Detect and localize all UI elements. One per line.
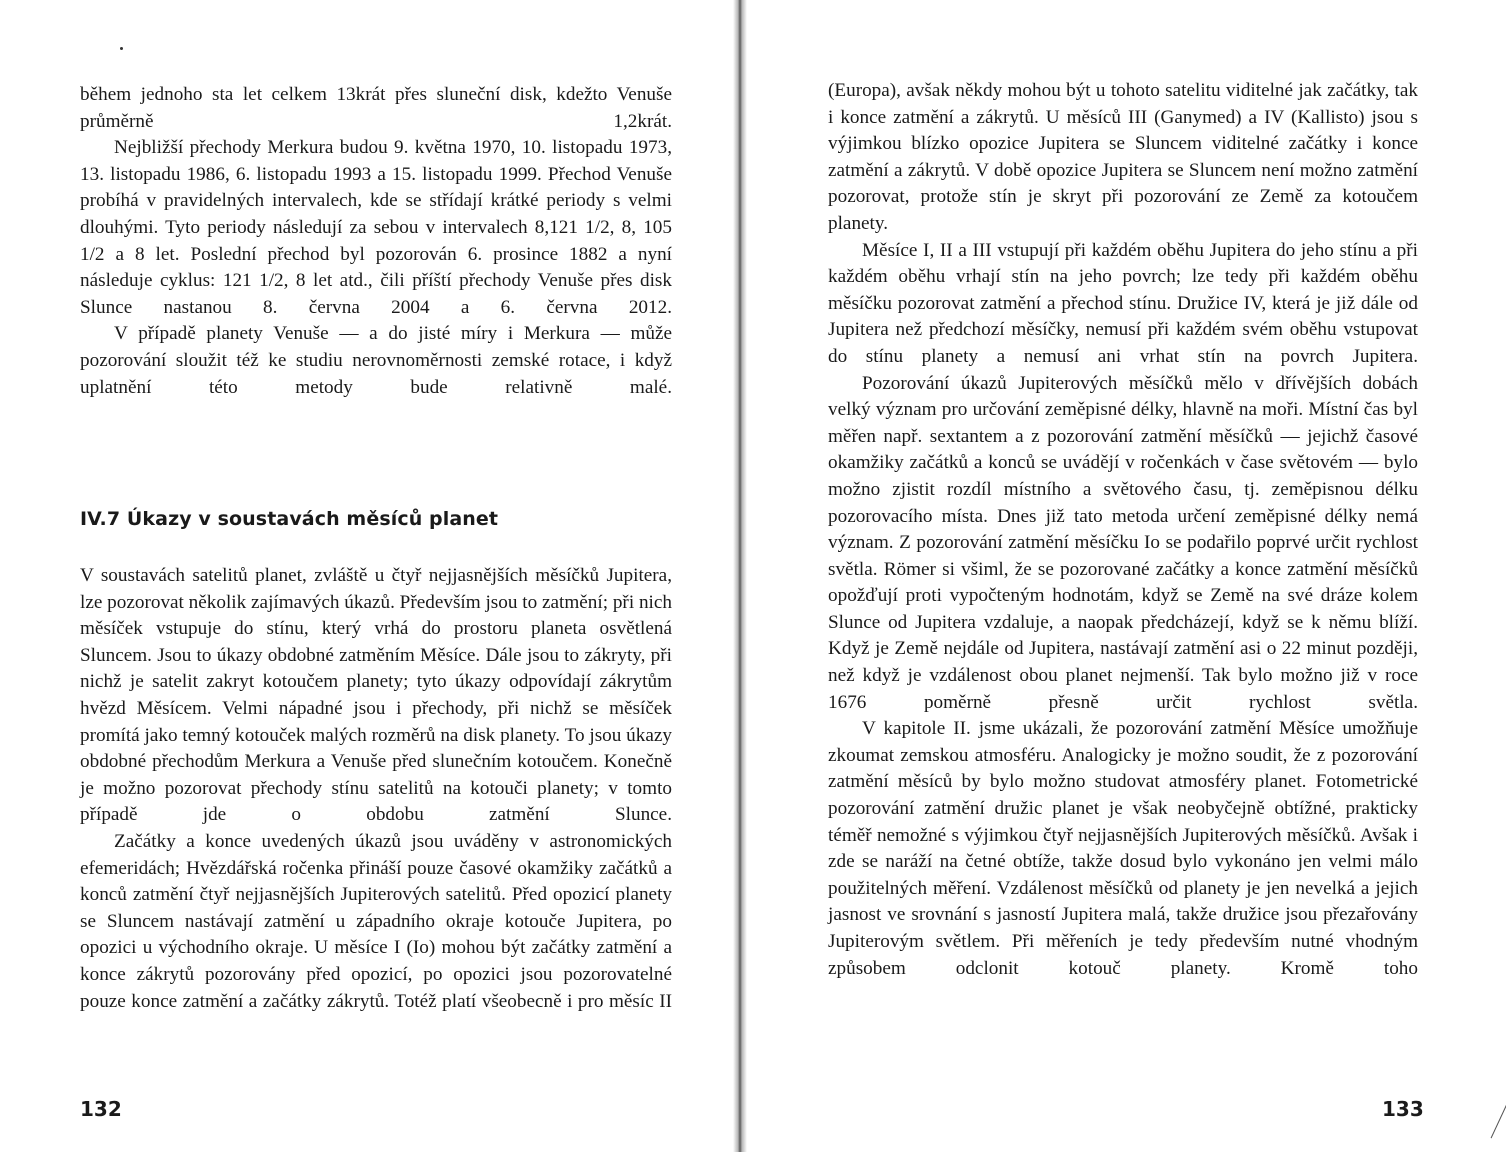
paragraph: (Europa), avšak někdy mohou být u tohoto satelitu viditelné jak začátky, tak i konce zatmění a zákrytů. U měsíců III (Ganymed) a IV (Kallisto) jsou s výjimkou blízko opozice Jupitera se Sluncem viditelné začátky i konce zatmění a zákrytů. V době opozice Jupitera se Sluncem není možno zatmění pozorovat, protože stín je skryt při pozorování ze Země za kotoučem planety. xyxy=(828,80,1418,234)
page-number: 133 xyxy=(1382,1097,1424,1121)
scan-speck xyxy=(120,47,123,50)
right-body-text xyxy=(828,78,1418,982)
left-page xyxy=(0,0,740,1152)
paragraph: Měsíce I, II a III vstupují při každém oběhu Jupitera do jeho stínu a při každém oběhu vrhají stín na jeho povrch; lze tedy při každém oběhu měsíčku pozorovat zatmění a přechod stínu. Družice IV, která je již dále od Jupitera než předchozí měsíčky, nemusí při každém svém oběhu vstupovat do stínu planety a nemusí ani vrhat stín na povrch Jupitera. xyxy=(828,239,1418,367)
paragraph: Nejbližší přechody Merkura budou 9. května 1970, 10. listopadu 1973, 13. listopadu 1986, 6. listopadu 1993 a 15. listopadu 1999. Přechod Venuše probíhá v pravidelných intervalech, kde se střídají krátké periody s velmi dlouhými. Tyto periody následují za sebou v intervalech 8,121 1/2, 8, 105 1/2 a 8 let. Poslední přechod byl pozorován 6. prosince 1882 a nyní následuje cyklus: 121 1/2, 8 let atd., čili příští přechody Venuše přes disk Slunce nastanou 8. června 2004 a 6. června 2012. xyxy=(80,137,672,318)
right-page xyxy=(748,0,1506,1152)
paragraph: V kapitole II. jsme ukázali, že pozorování zatmění Měsíce umožňuje zkoumat zemskou atmosféru. Analogicky je možno soudit, že z pozorování zatmění měsíců by bylo možno studovat atmosféry planet. Fotometrické pozorování zatmění družic planet je však neobyčejně obtížné, prakticky téměř nemožné s výjimkou čtyř nejjasnějších Jupiterových měsíčků. Avšak i zde se naráží na četné obtíže, takže dosud bylo vykonáno jen velmi málo použitelných měření. Vzdálenost měsíčků od planety je jen nevelká a jejich jasnost ve srovnání s jasností Jupitera malá, takže družice jsou přezařovány Jupiterovým světlem. Při měřeních je tedy především nutné vhodným způsobem odclonit kotouč planety. Kromě toho xyxy=(828,718,1418,979)
paragraph: Začátky a konce uvedených úkazů jsou uváděny v astronomických efemeridách; Hvězdářská ročenka přináší pouze časové okamžiky začátků a konců zatmění čtyř nejjasnějších Jupiterových satelitů. Před opozicí planety se Sluncem nastávají zatmění u západního okraje kotouče Jupitera, po opozici u východního okraje. U měsíce I (Io) mohou být začátky zatmění a konce zákrytů pozorovány před opozicí, po opozici jsou pozorovatelné pouze konce zatmění a začátky zákrytů. Totéž platí všeobecně i pro měsíc II xyxy=(80,830,672,1012)
paragraph: V případě planety Venuše — a do jisté míry i Merkura — může pozorování sloužit též ke studiu nerovnoměrnosti zemské rotace, i když uplatnění této metody bude relativně malé. xyxy=(80,323,672,398)
paragraph: během jednoho sta let celkem 13krát přes sluneční disk, kdežto Venuše průměrně 1,2krát. xyxy=(80,84,672,132)
paragraph: Pozorování úkazů Jupiterových měsíčků mělo v dřívějších dobách velký význam pro určování zeměpisné délky, hlavně na moři. Místní čas byl měřen např. sextantem a z pozorování zatmění měsíčků — jejichž časové okamžiky začátků a konců se uvádějí v ročenkách v čase světovém — bylo možno zjistit rozdíl místního a světového času, tj. zeměpisnou délku pozorovacího místa. Dnes již tato metoda určení zeměpisné délky nemá význam. Z pozorování zatmění měsíčku Io se podařilo poprvé určit rychlost světla. Römer si všiml, že se pozorované začátky a konce zatmění měsíčků opožďují proti vypočteným hodnotám, když se Země na své dráze kolem Slunce od Jupitera vzdaluje, a naopak předcházejí, když se k němu blíží. Když je Země nejdále od Jupitera, nastávají zatmění asi o 22 minut později, než když je vzdálenost obou planet nejmenší. Tak bylo možno již v roce 1676 poměrně přesně určit rychlost světla. xyxy=(828,372,1418,713)
left-top-text xyxy=(80,82,672,401)
section-heading: IV.7 Úkazy v soustavách měsíců planet xyxy=(80,508,499,530)
book-gutter xyxy=(733,0,747,1152)
page-edge-mark xyxy=(1491,1102,1506,1139)
paragraph: V soustavách satelitů planet, zvláště u čtyř nejjasnějších měsíčků Jupitera, lze pozorovat několik zajímavých úkazů. Především jsou to zatmění; při nich měsíček vstupuje do stínu, který vrhá do prostoru planeta osvětlená Sluncem. Jsou to úkazy obdobné zatměním Měsíce. Dále jsou to zákryty, při nichž je satelit zakryt kotoučem planety; tyto úkazy odpovídají zákrytům hvězd Měsícem. Velmi nápadné jsou i přechody, při nichž se měsíček promítá jako temný kotouček malých rozměrů na disk planety. To jsou úkazy obdobné přechodům Merkura a Venuše před slunečním kotoučem. Konečně je možno pozorovat přechody stínu satelitů na kotouči planety; v tomto případě jde o obdobu zatmění Slunce. xyxy=(80,565,672,826)
left-bottom-text xyxy=(80,563,672,1015)
page-number: 132 xyxy=(80,1097,122,1121)
